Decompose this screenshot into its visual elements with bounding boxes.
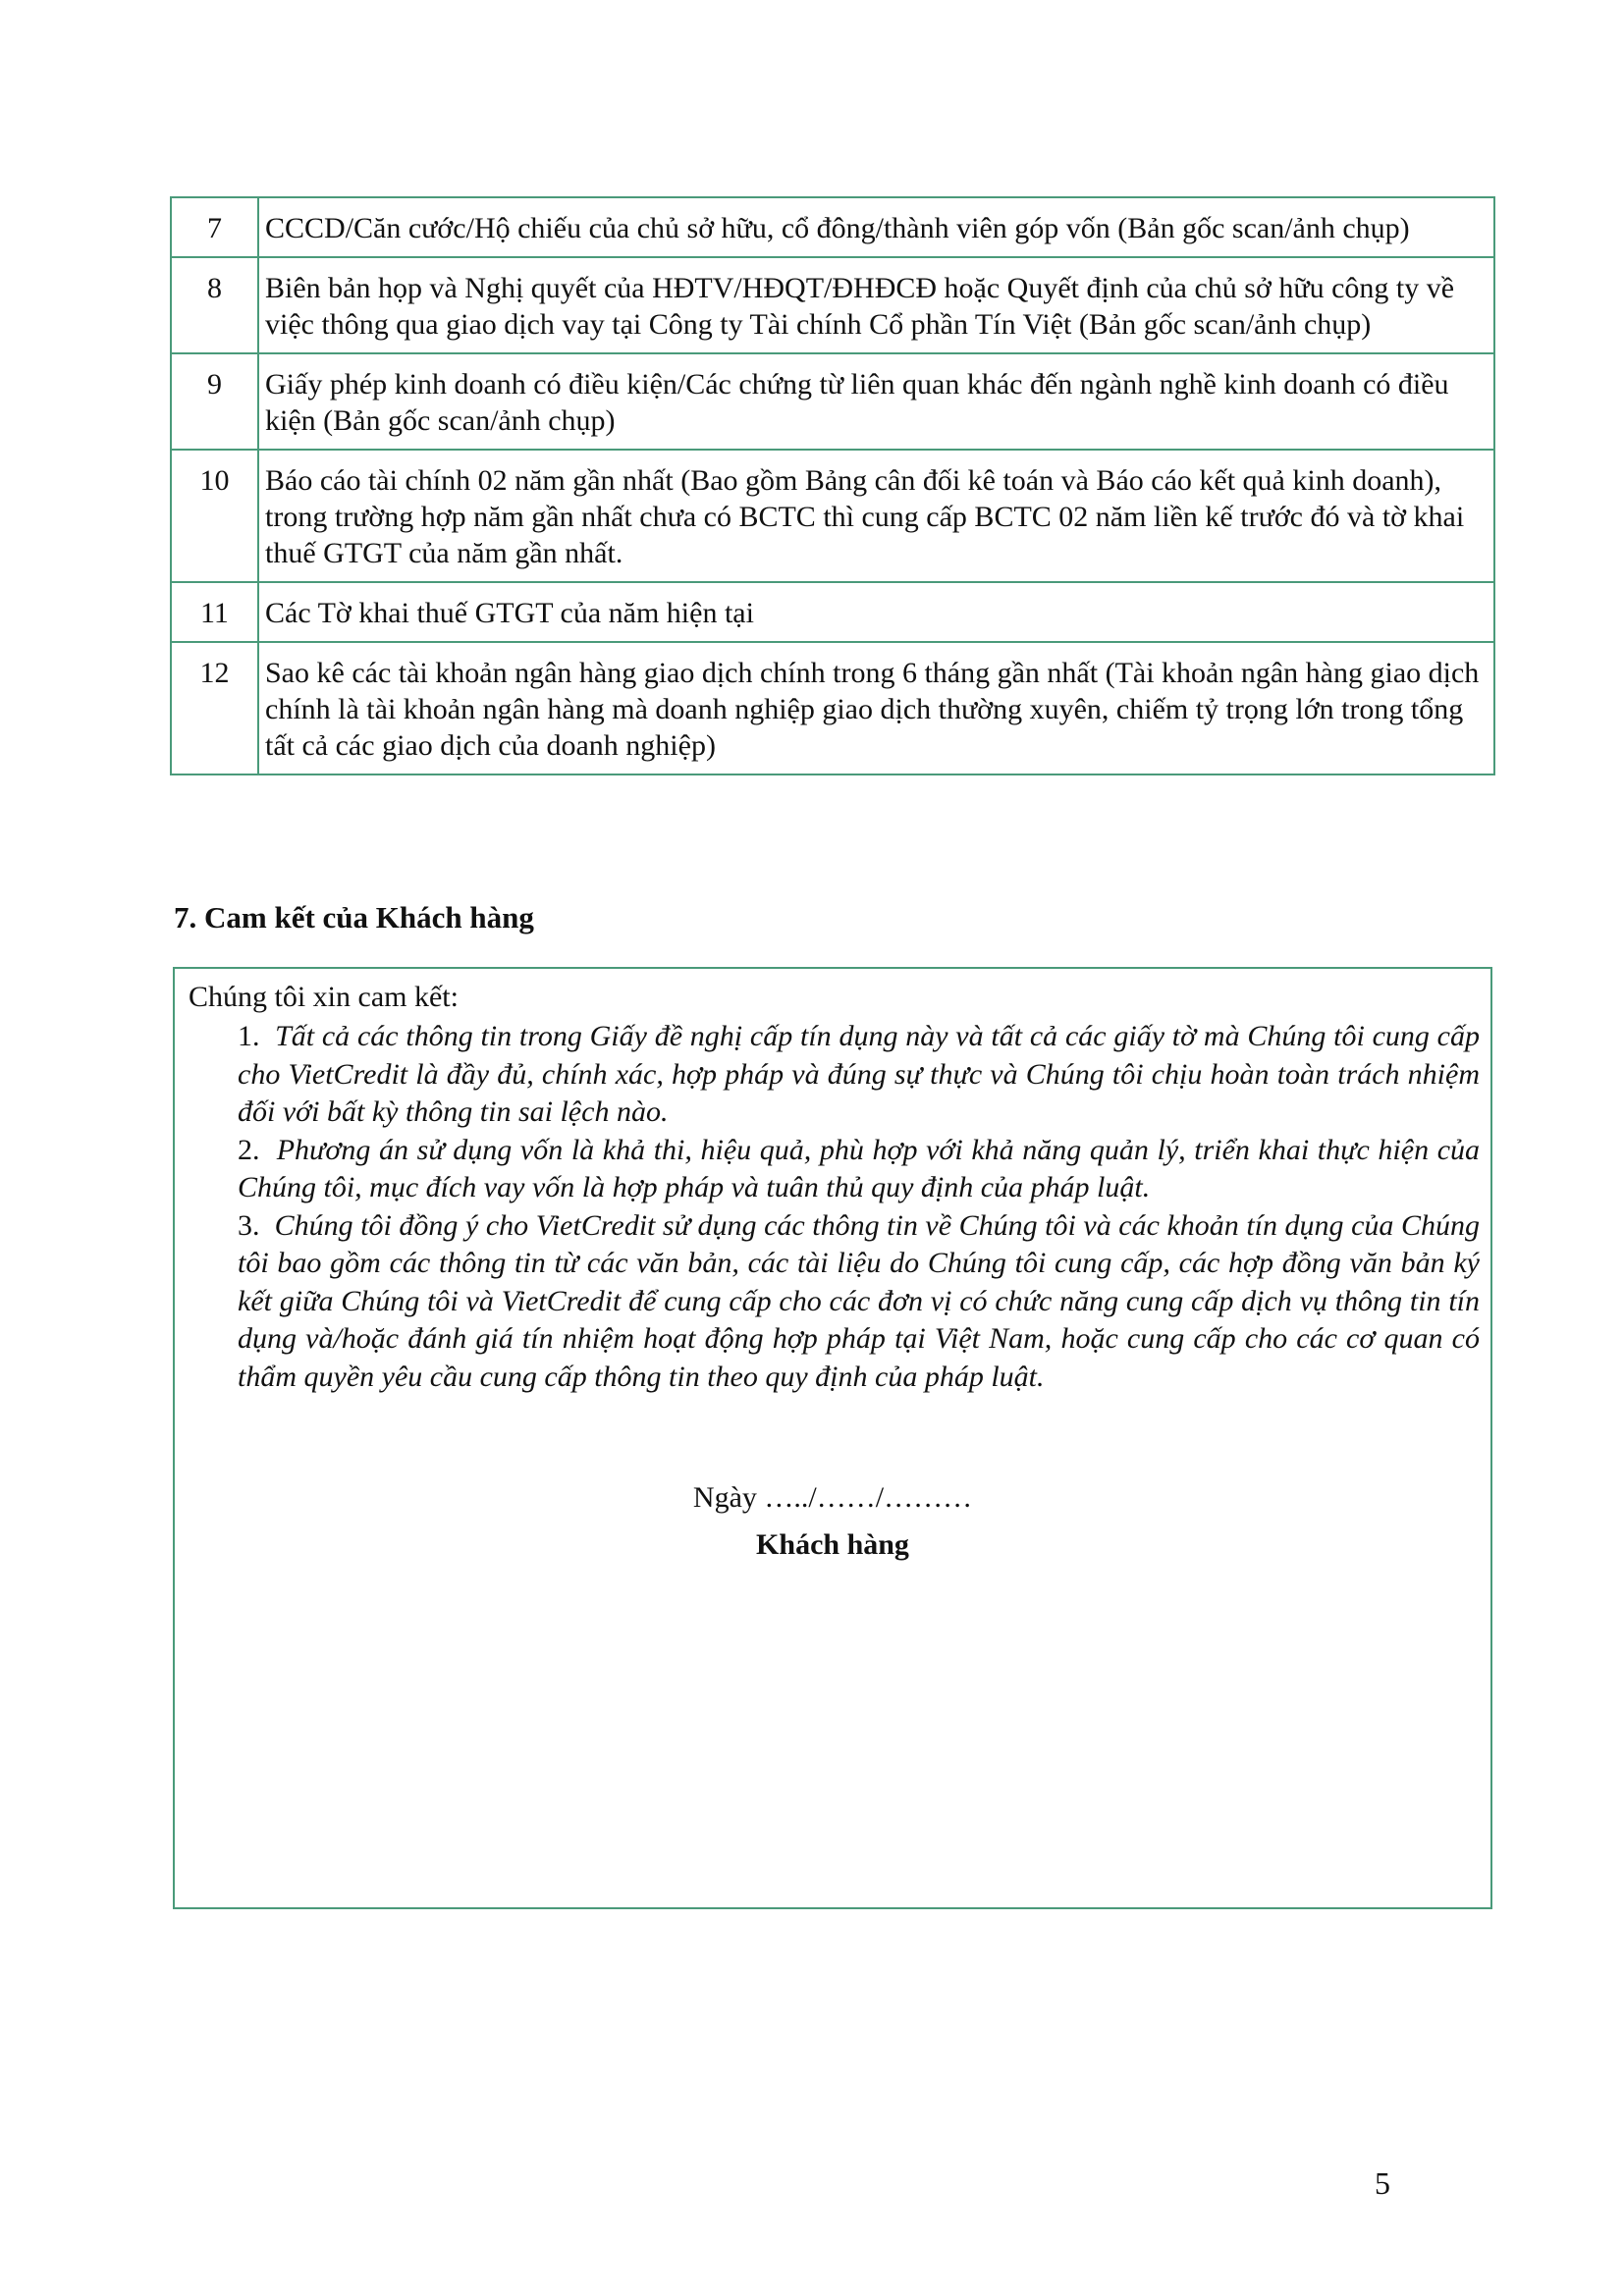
section-heading: 7. Cam kết của Khách hàng [174,900,534,934]
commitment-item-number: 3. [238,1208,260,1242]
row-description: Sao kê các tài khoản ngân hàng giao dịch chính trong 6 tháng gần nhất (Tài khoản ngân hàng giao dịch chính là tài khoản ngân hàng mà doanh nghiệp giao dịch thường xuyên, chiếm tỷ trọng lớn trong tổng tất cả các giao dịch của doanh nghiệp) [258,642,1494,774]
row-description: Biên bản họp và Nghị quyết của HĐTV/HĐQT/ĐHĐCĐ hoặc Quyết định của chủ sở hữu công ty về việc thông qua giao dịch vay tại Công ty Tài chính Cổ phần Tín Việt (Bản gốc scan/ảnh chụp) [258,257,1494,353]
row-description: Báo cáo tài chính 02 năm gần nhất (Bao gồm Bảng cân đối kê toán và Báo cáo kết quả kinh doanh), trong trường hợp năm gần nhất chưa có BCTC thì cung cấp BCTC 02 năm liền kế trước đó và tờ khai thuế GTGT của năm gần nhất. [258,450,1494,582]
table-row [171,450,1494,582]
commitment-item-text: Phương án sử dụng vốn là khả thi, hiệu quả, phù hợp với khả năng quản lý, triển khai thực hiện của Chúng tôi, mục đích vay vốn là hợp pháp và tuân thủ quy định của pháp luật. [238,1133,1481,1203]
row-description: Giấy phép kinh doanh có điều kiện/Các chứng từ liên quan khác đến ngành nghề kinh doanh có điều kiện (Bản gốc scan/ảnh chụp) [258,353,1494,450]
document-list-table [170,196,1495,775]
row-number: 12 [171,642,258,774]
commitment-item-number: 2. [238,1133,260,1166]
table-row [171,582,1494,642]
row-number: 7 [171,197,258,257]
commitment-intro: Chúng tôi xin cam kết: [189,981,459,1013]
commitment-item [238,1018,1480,1132]
page-number: 5 [1375,2165,1390,2201]
row-description: Các Tờ khai thuế GTGT của năm hiện tại [258,582,1494,642]
commitment-item-text: Chúng tôi đồng ý cho VietCredit sử dụng các thông tin về Chúng tôi và các khoản tín dụng của Chúng tôi bao gồm các thông tin từ các văn bản, các tài liệu do Chúng tôi cung cấp, các hợp đồng văn bản ký kết giữa Chúng tôi và VietCredit để cung cấp cho các đơn vị có chức năng cung cấp dịch vụ thông tin tín dụng và/hoặc đánh giá tín nhiệm hoạt động hợp pháp tại Việt Nam, hoặc cung cấp cho các cơ quan có thẩm quyền yêu cầu cung cấp thông tin theo quy định của pháp luật. [238,1208,1480,1393]
table-row [171,197,1494,257]
commitment-item [238,1132,1480,1207]
signature-date-line: Ngày …../……/……… [692,1481,973,1514]
table-row [171,353,1494,450]
row-number: 11 [171,582,258,642]
commitment-box [173,967,1492,1909]
row-number: 9 [171,353,258,450]
commitment-item [238,1207,1480,1397]
row-number: 8 [171,257,258,353]
table-row [171,257,1494,353]
commitment-list [238,1018,1480,1396]
row-description: CCCD/Căn cước/Hộ chiếu của chủ sở hữu, cổ đông/thành viên góp vốn (Bản gốc scan/ảnh chụp) [258,197,1494,257]
table-row [171,642,1494,774]
commitment-item-number: 1. [238,1020,260,1052]
commitment-item-text: Tất cả các thông tin trong Giấy đề nghị cấp tín dụng này và tất cả các giấy tờ mà Chúng tôi cung cấp cho VietCredit là đầy đủ, chính xác, hợp pháp và đúng sự thực và Chúng tôi chịu hoàn toàn trách nhiệm đối với bất kỳ thông tin sai lệch nào. [238,1020,1480,1128]
row-number: 10 [171,450,258,582]
signer-label: Khách hàng [756,1528,909,1561]
